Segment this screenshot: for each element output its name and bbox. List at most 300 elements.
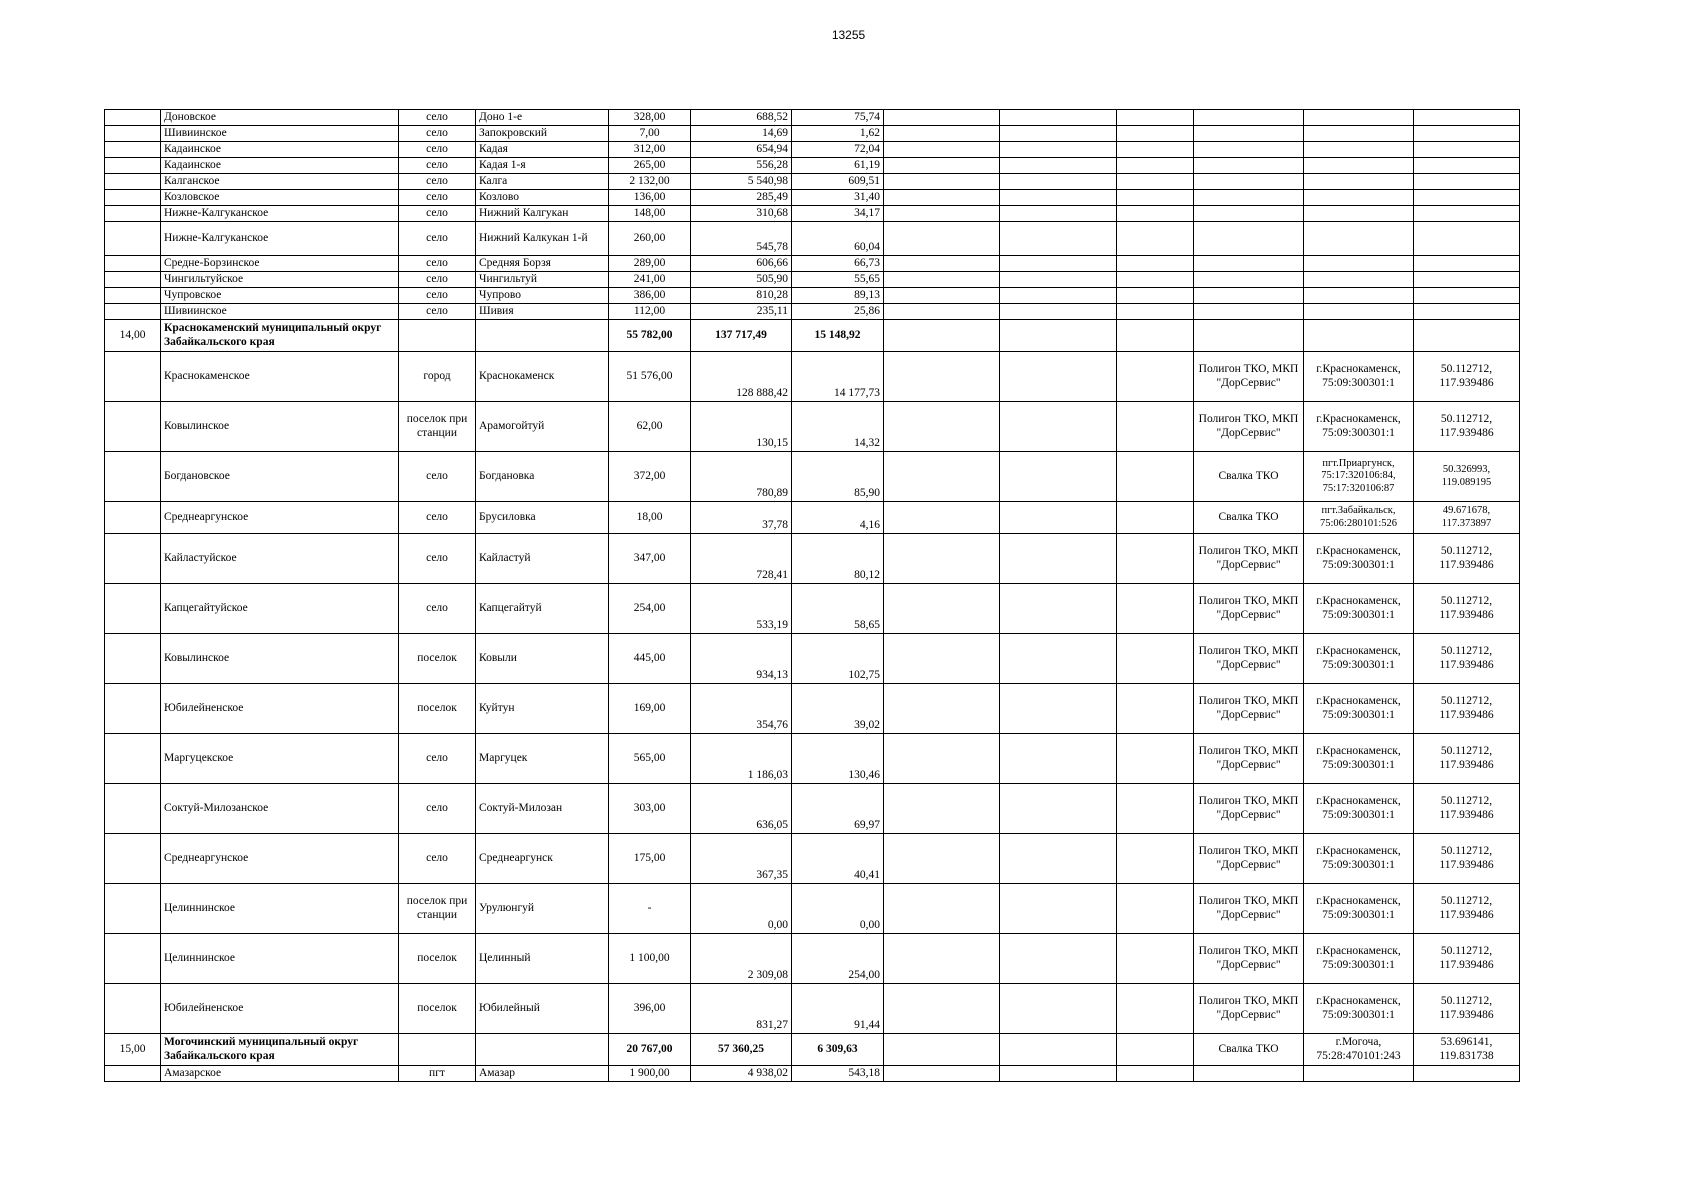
table-row: [105, 190, 1520, 206]
disposal-object: Полигон ТКО, МКП "ДорСервис": [1194, 534, 1304, 584]
table-body: [105, 110, 1520, 1082]
disposal-object: [1194, 256, 1304, 272]
disposal-address: г.Краснокаменск, 75:09:300301:1: [1304, 834, 1414, 884]
empty-cell: [1000, 206, 1117, 222]
disposal-coords: [1414, 304, 1520, 320]
mass-value: 75,74: [792, 110, 884, 126]
disposal-coords: [1414, 206, 1520, 222]
disposal-coords: [1414, 142, 1520, 158]
population-value: 51 576,00: [609, 352, 691, 402]
disposal-object: Полигон ТКО, МКП "ДорСервис": [1194, 984, 1304, 1034]
table-row: [105, 272, 1520, 288]
locality-name: Калга: [476, 174, 609, 190]
empty-cell: [1000, 984, 1117, 1034]
mass-value: 31,40: [792, 190, 884, 206]
municipality-name: Средне-Борзинское: [161, 256, 399, 272]
disposal-object: [1194, 206, 1304, 222]
empty-cell: [1000, 934, 1117, 984]
row-index: [105, 502, 161, 534]
empty-cell: [1000, 304, 1117, 320]
empty-cell: [1000, 534, 1117, 584]
population-value: 1 100,00: [609, 934, 691, 984]
empty-cell: [884, 304, 1000, 320]
disposal-address: г.Могоча, 75:28:470101:243: [1304, 1034, 1414, 1066]
empty-cell: [1000, 734, 1117, 784]
population-value: 20 767,00: [609, 1034, 691, 1066]
empty-cell: [1000, 502, 1117, 534]
empty-cell: [884, 1066, 1000, 1082]
population-value: 62,00: [609, 402, 691, 452]
population-value: 1 900,00: [609, 1066, 691, 1082]
population-value: 260,00: [609, 222, 691, 256]
empty-cell: [1117, 502, 1194, 534]
empty-cell: [1000, 174, 1117, 190]
empty-cell: [1117, 934, 1194, 984]
municipality-name: Краснокаменское: [161, 352, 399, 402]
empty-cell: [1117, 352, 1194, 402]
empty-cell: [1000, 158, 1117, 174]
municipality-name: Калганское: [161, 174, 399, 190]
settlement-type: село: [399, 452, 476, 502]
table-row: [105, 206, 1520, 222]
locality-name: Юбилейный: [476, 984, 609, 1034]
table-row: [105, 684, 1520, 734]
table-row: [105, 174, 1520, 190]
disposal-coords: [1414, 1066, 1520, 1082]
disposal-address: г.Краснокаменск, 75:09:300301:1: [1304, 984, 1414, 1034]
municipality-name: Кайластуйское: [161, 534, 399, 584]
empty-cell: [1117, 834, 1194, 884]
mass-value: 91,44: [792, 984, 884, 1034]
disposal-address: [1304, 1066, 1414, 1082]
disposal-address: г.Краснокаменск, 75:09:300301:1: [1304, 784, 1414, 834]
empty-cell: [884, 884, 1000, 934]
disposal-coords: [1414, 110, 1520, 126]
disposal-object: Полигон ТКО, МКП "ДорСервис": [1194, 834, 1304, 884]
row-index: [105, 734, 161, 784]
locality-name: Нижний Калкукан 1-й: [476, 222, 609, 256]
disposal-object: [1194, 304, 1304, 320]
empty-cell: [884, 834, 1000, 884]
volume-value: 57 360,25: [691, 1034, 792, 1066]
empty-cell: [1117, 174, 1194, 190]
locality-name: Нижний Калгукан: [476, 206, 609, 222]
volume-value: 0,00: [691, 884, 792, 934]
locality-name: Шивия: [476, 304, 609, 320]
disposal-object: Свалка ТКО: [1194, 1034, 1304, 1066]
volume-value: 128 888,42: [691, 352, 792, 402]
row-index: [105, 352, 161, 402]
empty-cell: [1000, 142, 1117, 158]
municipality-name: Богдановское: [161, 452, 399, 502]
empty-cell: [1117, 288, 1194, 304]
population-value: 445,00: [609, 634, 691, 684]
locality-name: Кадая 1-я: [476, 158, 609, 174]
empty-cell: [884, 222, 1000, 256]
mass-value: 66,73: [792, 256, 884, 272]
empty-cell: [1117, 222, 1194, 256]
empty-cell: [884, 272, 1000, 288]
disposal-address: г.Краснокаменск, 75:09:300301:1: [1304, 934, 1414, 984]
locality-name: Чингильтуй: [476, 272, 609, 288]
volume-value: 310,68: [691, 206, 792, 222]
mass-value: 254,00: [792, 934, 884, 984]
locality-name: Кадая: [476, 142, 609, 158]
empty-cell: [1000, 884, 1117, 934]
empty-cell: [1117, 684, 1194, 734]
disposal-address: г.Краснокаменск, 75:09:300301:1: [1304, 684, 1414, 734]
volume-value: 5 540,98: [691, 174, 792, 190]
disposal-coords: [1414, 272, 1520, 288]
empty-cell: [884, 142, 1000, 158]
locality-name: Богдановка: [476, 452, 609, 502]
empty-cell: [1000, 288, 1117, 304]
row-index: [105, 190, 161, 206]
row-index: [105, 222, 161, 256]
mass-value: 60,04: [792, 222, 884, 256]
table-row: [105, 126, 1520, 142]
disposal-coords: 50.326993, 119.089195: [1414, 452, 1520, 502]
settlement-type: поселок: [399, 934, 476, 984]
volume-value: 606,66: [691, 256, 792, 272]
disposal-coords: 50.112712, 117.939486: [1414, 534, 1520, 584]
row-index: [105, 784, 161, 834]
municipality-name: Юбилейненское: [161, 684, 399, 734]
row-index: [105, 452, 161, 502]
mass-value: 543,18: [792, 1066, 884, 1082]
table-row: [105, 584, 1520, 634]
municipality-name: Нижне-Калгуканское: [161, 222, 399, 256]
mass-value: 58,65: [792, 584, 884, 634]
disposal-coords: [1414, 126, 1520, 142]
row-index: [105, 142, 161, 158]
municipality-name: Шивиинское: [161, 126, 399, 142]
volume-value: 354,76: [691, 684, 792, 734]
table-row: [105, 158, 1520, 174]
disposal-address: [1304, 142, 1414, 158]
table-row: [105, 288, 1520, 304]
mass-value: 61,19: [792, 158, 884, 174]
mass-value: 89,13: [792, 288, 884, 304]
row-index: [105, 256, 161, 272]
disposal-coords: 50.112712, 117.939486: [1414, 584, 1520, 634]
settlement-type: село: [399, 158, 476, 174]
locality-name: Чупрово: [476, 288, 609, 304]
disposal-coords: [1414, 320, 1520, 352]
locality-name: Целинный: [476, 934, 609, 984]
volume-value: 505,90: [691, 272, 792, 288]
settlement-type: пгт: [399, 1066, 476, 1082]
disposal-address: г.Краснокаменск, 75:09:300301:1: [1304, 352, 1414, 402]
row-index: [105, 1066, 161, 1082]
settlement-type: село: [399, 834, 476, 884]
municipality-name: Чингильтуйское: [161, 272, 399, 288]
population-value: 241,00: [609, 272, 691, 288]
settlement-type: село: [399, 502, 476, 534]
disposal-address: пгт.Приаргунск, 75:17:320106:84, 75:17:320106:87: [1304, 452, 1414, 502]
disposal-coords: 50.112712, 117.939486: [1414, 984, 1520, 1034]
empty-cell: [1000, 272, 1117, 288]
locality-name: Арамогойтуй: [476, 402, 609, 452]
municipality-name: Кадаинское: [161, 158, 399, 174]
table-row: [105, 304, 1520, 320]
volume-value: 235,11: [691, 304, 792, 320]
disposal-coords: 49.671678, 117.373897: [1414, 502, 1520, 534]
mass-value: 85,90: [792, 452, 884, 502]
table-row: [105, 984, 1520, 1034]
row-index: [105, 934, 161, 984]
mass-value: 6 309,63: [792, 1034, 884, 1066]
locality-name: Доно 1-е: [476, 110, 609, 126]
locality-name: Соктуй-Милозан: [476, 784, 609, 834]
empty-cell: [884, 256, 1000, 272]
municipality-name: Целиннинское: [161, 934, 399, 984]
volume-value: 556,28: [691, 158, 792, 174]
empty-cell: [884, 190, 1000, 206]
empty-cell: [884, 534, 1000, 584]
locality-name: Брусиловка: [476, 502, 609, 534]
mass-value: 40,41: [792, 834, 884, 884]
table-row: [105, 502, 1520, 534]
disposal-object: [1194, 126, 1304, 142]
row-index: [105, 206, 161, 222]
settlement-type: село: [399, 206, 476, 222]
disposal-address: пгт.Забайкальск, 75:06:280101:526: [1304, 502, 1414, 534]
disposal-object: [1194, 1066, 1304, 1082]
empty-cell: [884, 684, 1000, 734]
locality-name: Средняя Борзя: [476, 256, 609, 272]
disposal-address: [1304, 320, 1414, 352]
empty-cell: [1000, 834, 1117, 884]
locality-name: Капцегайтуй: [476, 584, 609, 634]
settlement-type: село: [399, 142, 476, 158]
mass-value: 130,46: [792, 734, 884, 784]
row-index: [105, 304, 161, 320]
volume-value: 654,94: [691, 142, 792, 158]
locality-name: [476, 320, 609, 352]
disposal-coords: [1414, 256, 1520, 272]
locality-name: Маргуцек: [476, 734, 609, 784]
volume-value: 810,28: [691, 288, 792, 304]
locality-name: Урулюнгуй: [476, 884, 609, 934]
empty-cell: [1117, 452, 1194, 502]
table-row: [105, 934, 1520, 984]
population-value: 347,00: [609, 534, 691, 584]
population-value: 254,00: [609, 584, 691, 634]
municipality-name: Маргуцекское: [161, 734, 399, 784]
row-index: [105, 288, 161, 304]
empty-cell: [884, 984, 1000, 1034]
disposal-address: [1304, 190, 1414, 206]
row-index: 15,00: [105, 1034, 161, 1066]
row-index: [105, 984, 161, 1034]
disposal-object: Полигон ТКО, МКП "ДорСервис": [1194, 402, 1304, 452]
row-index: [105, 884, 161, 934]
empty-cell: [1000, 784, 1117, 834]
disposal-coords: 50.112712, 117.939486: [1414, 784, 1520, 834]
locality-name: Ковыли: [476, 634, 609, 684]
disposal-address: [1304, 222, 1414, 256]
population-value: 386,00: [609, 288, 691, 304]
district-total-row: [105, 1034, 1520, 1066]
settlement-type: село: [399, 190, 476, 206]
empty-cell: [884, 206, 1000, 222]
empty-cell: [884, 174, 1000, 190]
empty-cell: [884, 502, 1000, 534]
empty-cell: [1000, 352, 1117, 402]
empty-cell: [1117, 304, 1194, 320]
disposal-object: [1194, 142, 1304, 158]
table-row: [105, 534, 1520, 584]
disposal-coords: [1414, 190, 1520, 206]
page-number: 13255: [831, 28, 866, 42]
locality-name: Козлово: [476, 190, 609, 206]
empty-cell: [1000, 1034, 1117, 1066]
row-index: [105, 534, 161, 584]
settlement-type: поселок при станции: [399, 402, 476, 452]
settlement-type: город: [399, 352, 476, 402]
municipality-name: Амазарское: [161, 1066, 399, 1082]
disposal-coords: 50.112712, 117.939486: [1414, 834, 1520, 884]
volume-value: 545,78: [691, 222, 792, 256]
population-value: 372,00: [609, 452, 691, 502]
table-row: [105, 110, 1520, 126]
volume-value: 137 717,49: [691, 320, 792, 352]
municipality-name: Капцегайтуйское: [161, 584, 399, 634]
disposal-coords: 53.696141, 119.831738: [1414, 1034, 1520, 1066]
population-value: 136,00: [609, 190, 691, 206]
population-value: 289,00: [609, 256, 691, 272]
empty-cell: [1117, 1034, 1194, 1066]
mass-value: 39,02: [792, 684, 884, 734]
disposal-object: [1194, 158, 1304, 174]
empty-cell: [1117, 584, 1194, 634]
disposal-coords: 50.112712, 117.939486: [1414, 634, 1520, 684]
row-index: [105, 684, 161, 734]
mass-value: 34,17: [792, 206, 884, 222]
population-value: 7,00: [609, 126, 691, 142]
row-index: [105, 584, 161, 634]
mass-value: 1,62: [792, 126, 884, 142]
disposal-address: г.Краснокаменск, 75:09:300301:1: [1304, 884, 1414, 934]
settlement-type: поселок: [399, 684, 476, 734]
table-row: [105, 884, 1520, 934]
locality-name: Запокровский: [476, 126, 609, 142]
empty-cell: [1000, 452, 1117, 502]
empty-cell: [1117, 1066, 1194, 1082]
disposal-object: [1194, 272, 1304, 288]
empty-cell: [884, 126, 1000, 142]
volume-value: 636,05: [691, 784, 792, 834]
locality-name: [476, 1034, 609, 1066]
population-value: 565,00: [609, 734, 691, 784]
table-row: [105, 452, 1520, 502]
empty-cell: [884, 634, 1000, 684]
settlement-type: село: [399, 272, 476, 288]
population-value: 55 782,00: [609, 320, 691, 352]
empty-cell: [1117, 534, 1194, 584]
settlement-type: поселок: [399, 984, 476, 1034]
disposal-object: [1194, 288, 1304, 304]
settlement-type: поселок при станции: [399, 884, 476, 934]
mass-value: 609,51: [792, 174, 884, 190]
disposal-address: г.Краснокаменск, 75:09:300301:1: [1304, 734, 1414, 784]
volume-value: 1 186,03: [691, 734, 792, 784]
disposal-address: [1304, 256, 1414, 272]
empty-cell: [1117, 206, 1194, 222]
empty-cell: [884, 288, 1000, 304]
empty-cell: [884, 352, 1000, 402]
disposal-object: Свалка ТКО: [1194, 502, 1304, 534]
disposal-coords: [1414, 222, 1520, 256]
disposal-coords: 50.112712, 117.939486: [1414, 934, 1520, 984]
population-value: 303,00: [609, 784, 691, 834]
settlement-type: село: [399, 174, 476, 190]
empty-cell: [884, 784, 1000, 834]
disposal-address: [1304, 272, 1414, 288]
volume-value: 4 938,02: [691, 1066, 792, 1082]
mass-value: 102,75: [792, 634, 884, 684]
volume-value: 14,69: [691, 126, 792, 142]
row-index: [105, 402, 161, 452]
mass-value: 80,12: [792, 534, 884, 584]
municipality-name: Шивиинское: [161, 304, 399, 320]
empty-cell: [1000, 110, 1117, 126]
disposal-object: Полигон ТКО, МКП "ДорСервис": [1194, 784, 1304, 834]
municipality-name: Кадаинское: [161, 142, 399, 158]
municipality-name: Доновское: [161, 110, 399, 126]
locality-name: Амазар: [476, 1066, 609, 1082]
disposal-object: Полигон ТКО, МКП "ДорСервис": [1194, 884, 1304, 934]
disposal-object: Свалка ТКО: [1194, 452, 1304, 502]
empty-cell: [1117, 734, 1194, 784]
municipality-name: Целиннинское: [161, 884, 399, 934]
empty-cell: [1000, 126, 1117, 142]
mass-value: 55,65: [792, 272, 884, 288]
table-row: [105, 402, 1520, 452]
disposal-object: Полигон ТКО, МКП "ДорСервис": [1194, 934, 1304, 984]
disposal-coords: [1414, 288, 1520, 304]
row-index: [105, 272, 161, 288]
population-value: 175,00: [609, 834, 691, 884]
disposal-coords: 50.112712, 117.939486: [1414, 402, 1520, 452]
empty-cell: [1117, 190, 1194, 206]
empty-cell: [1117, 272, 1194, 288]
empty-cell: [1117, 984, 1194, 1034]
disposal-coords: 50.112712, 117.939486: [1414, 352, 1520, 402]
settlement-type: село: [399, 288, 476, 304]
population-value: 112,00: [609, 304, 691, 320]
empty-cell: [1117, 126, 1194, 142]
disposal-object: Полигон ТКО, МКП "ДорСервис": [1194, 684, 1304, 734]
disposal-object: [1194, 222, 1304, 256]
settlement-type: село: [399, 256, 476, 272]
table-row: [105, 256, 1520, 272]
empty-cell: [884, 158, 1000, 174]
data-table: [104, 109, 1520, 1082]
disposal-object: [1194, 174, 1304, 190]
row-index: [105, 174, 161, 190]
empty-cell: [1000, 634, 1117, 684]
municipality-name: Юбилейненское: [161, 984, 399, 1034]
population-value: 169,00: [609, 684, 691, 734]
mass-value: 4,16: [792, 502, 884, 534]
empty-cell: [884, 110, 1000, 126]
row-index: [105, 158, 161, 174]
population-value: 396,00: [609, 984, 691, 1034]
disposal-coords: 50.112712, 117.939486: [1414, 734, 1520, 784]
table-row: [105, 834, 1520, 884]
